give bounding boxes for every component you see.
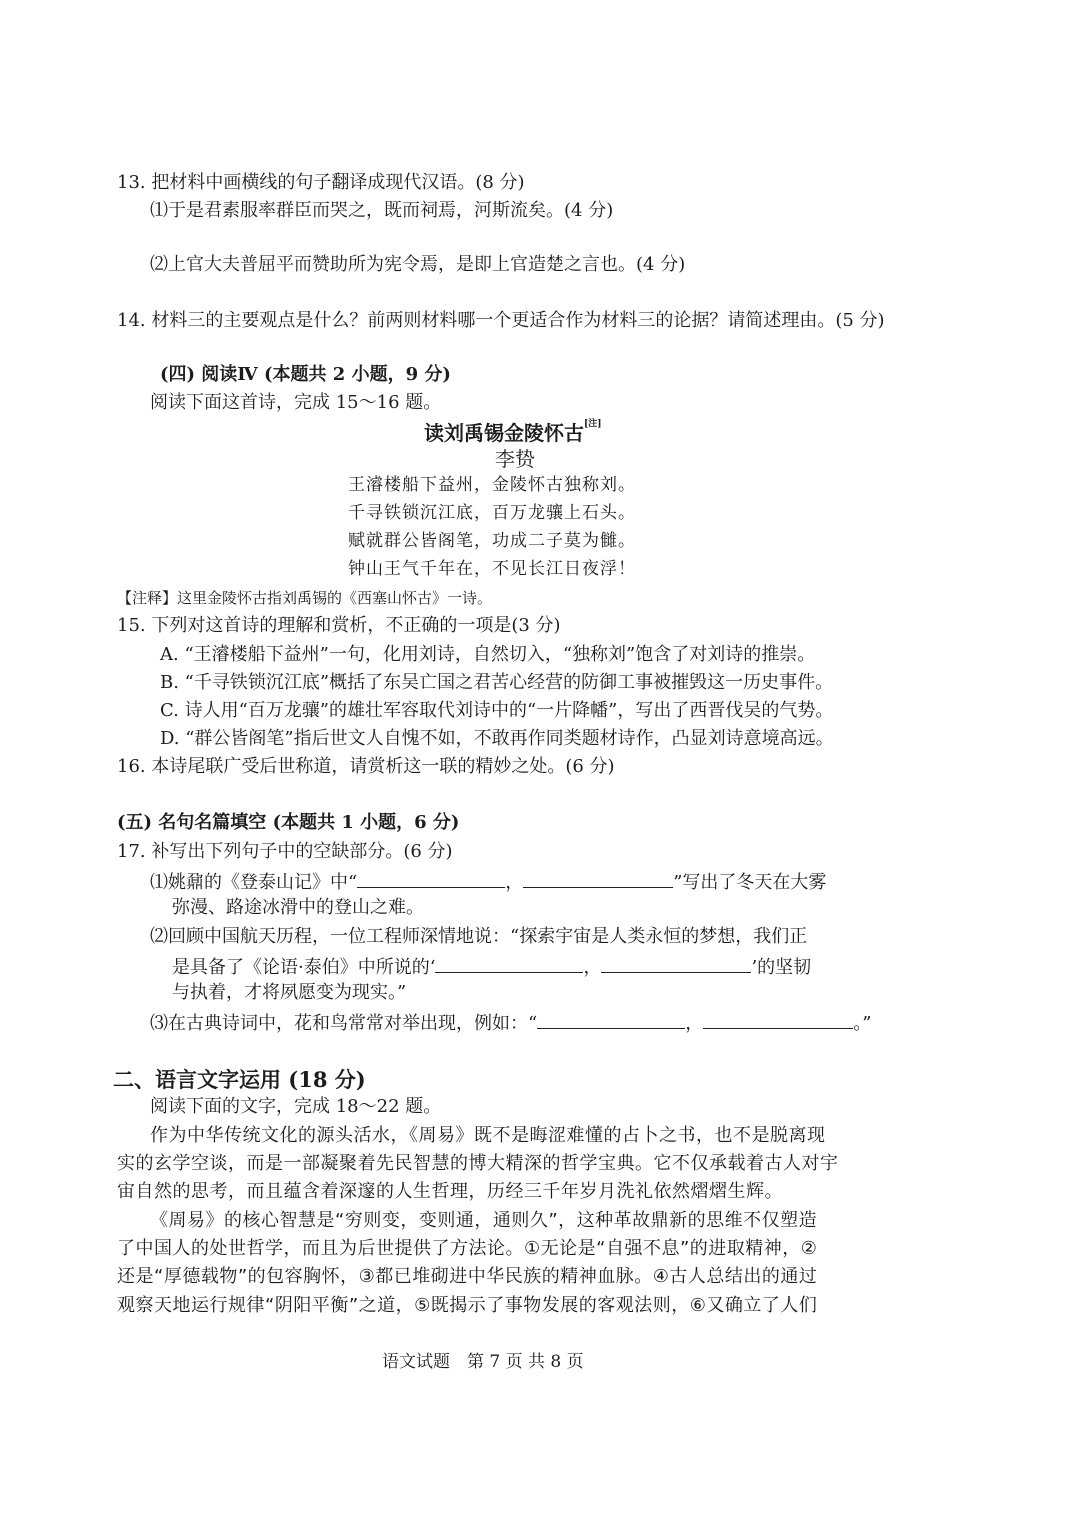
poem-title	[424, 419, 602, 445]
poem-annotation: 【注释】这里金陵怀古指刘禹锡的《西塞山怀古》一诗。	[117, 589, 493, 607]
q17-sub1-line2: 弥漫、路途冰滑中的登山之难。	[172, 897, 424, 918]
poem-line: 赋就群公皆阁笔，功成二子莫为雠。	[348, 531, 636, 551]
q17-sub1-line1	[150, 871, 826, 892]
passage-line: 实的玄学空谈，而是一部凝聚着先民智慧的博大精深的哲学宝典。它不仅承载着古人对宇	[117, 1153, 839, 1174]
passage-line: 宙自然的思考，而且蕴含着深邃的人生哲理，历经三千年岁月洗礼依然熠熠生辉。	[117, 1181, 783, 1202]
q17-sub1-text-a: ⑴姚鼐的《登泰山记》中“	[150, 872, 358, 893]
q17-sub2-line2	[172, 956, 811, 977]
passage-line: 作为中华传统文化的源头活水，《周易》既不是晦涩难懂的占卜之书，也不是脱离现	[150, 1125, 826, 1146]
q17-stem: 17. 补写出下列句子中的空缺部分。(6 分)	[117, 841, 453, 862]
q17-sub3-comma: ，	[685, 1013, 704, 1034]
section2-heading: 二、语言文字运用 (18 分)	[113, 1067, 366, 1092]
answer-blank[interactable]	[537, 1012, 685, 1029]
q15-stem: 15. 下列对这首诗的理解和赏析，不正确的一项是(3 分)	[117, 615, 561, 636]
q17-sub2-text-b: 是具备了《论语·泰伯》中所说的‘	[172, 957, 436, 978]
passage-line: 还是“厚德载物”的包容胸怀，③都已堆砌进中华民族的精神血脉。④古人总结出的通过	[117, 1266, 818, 1287]
q15-option-b: B. “千寻铁锁沉江底”概括了东吴亡国之君苦心经营的防御工事被摧毁这一历史事件。	[160, 672, 834, 693]
answer-blank[interactable]	[435, 956, 583, 973]
q13-sub2: ⑵上官大夫普屈平而赞助所为宪令焉，是即上官造楚之言也。(4 分)	[150, 254, 686, 275]
poem-line: 钟山王气千年在，不见长江日夜浮！	[348, 559, 636, 579]
q17-sub3-end: 。”	[853, 1013, 872, 1034]
q17-sub2-text-c: ’的坚韧	[751, 957, 812, 978]
passage-line: 了中国人的处世哲学，而且为后世提供了方法论。①无论是“自强不息”的进取精神，②	[117, 1238, 818, 1259]
poem-title-text: 读刘禹锡金陵怀古	[424, 421, 584, 445]
passage-line: 观察天地运行规律“阴阳平衡”之道，⑤既揭示了事物发展的客观法则，⑥又确立了人们	[117, 1295, 818, 1316]
q14-stem: 14. 材料三的主要观点是什么？前两则材料哪一个更适合作为材料三的论据？请简述理由。(5 分)	[117, 310, 885, 331]
q17-sub1-comma: ，	[505, 872, 524, 893]
poem-note-mark: [注]	[584, 419, 602, 429]
q15-option-a: A. “王濬楼船下益州”一句，化用刘诗，自然切入，“独称刘”饱含了对刘诗的推崇。	[160, 644, 816, 665]
poem-line: 千寻铁锁沉江底，百万龙骧上石头。	[348, 503, 636, 523]
q17-sub2-line3: 与执着，才将夙愿变为现实。”	[172, 982, 407, 1003]
q17-sub1-text-b: ”写出了冬天在大雾	[673, 872, 827, 893]
q17-sub2-line1: ⑵回顾中国航天历程，一位工程师深情地说：“探索宇宙是人类永恒的梦想，我们正	[150, 926, 808, 947]
poem-author: 李贽	[495, 447, 535, 471]
q17-sub2-comma: ，	[583, 957, 602, 978]
answer-blank[interactable]	[703, 1012, 853, 1029]
q17-sub3-line1	[150, 1012, 871, 1033]
page-footer: 语文试题 第 7 页 共 8 页	[382, 1352, 584, 1372]
answer-blank[interactable]	[601, 956, 751, 973]
q13-sub1: ⑴于是君素服率群臣而哭之，既而祠焉，河斯流矣。(4 分)	[150, 200, 614, 221]
section5-heading: (五) 名句名篇填空 (本题共 1 小题，6 分)	[117, 812, 460, 833]
q15-option-c: C. 诗人用“百万龙骧”的雄壮军容取代刘诗中的“一片降幡”，写出了西晋伐吴的气势。	[160, 700, 834, 721]
q16-stem: 16. 本诗尾联广受后世称道，请赏析这一联的精妙之处。(6 分)	[117, 756, 615, 777]
poem-line: 王濬楼船下益州，金陵怀古独称刘。	[348, 475, 636, 495]
answer-blank[interactable]	[523, 871, 673, 888]
reading4-heading: (四) 阅读Ⅳ (本题共 2 小题，9 分)	[160, 364, 451, 385]
answer-blank[interactable]	[357, 871, 505, 888]
section2-instruction: 阅读下面的文字，完成 18～22 题。	[150, 1096, 442, 1117]
q13-stem: 13. 把材料中画横线的句子翻译成现代汉语。(8 分)	[117, 172, 525, 193]
q15-option-d: D. “群公皆阁笔”指后世文人自愧不如，不敢再作同类题材诗作，凸显刘诗意境高远。	[160, 728, 834, 749]
q17-sub3-text-a: ⑶在古典诗词中，花和鸟常常对举出现，例如：“	[150, 1013, 538, 1034]
passage-line: 《周易》的核心智慧是“穷则变，变则通，通则久”，这种革故鼎新的思维不仅塑造	[150, 1210, 818, 1231]
reading4-instruction: 阅读下面这首诗，完成 15～16 题。	[150, 392, 442, 413]
